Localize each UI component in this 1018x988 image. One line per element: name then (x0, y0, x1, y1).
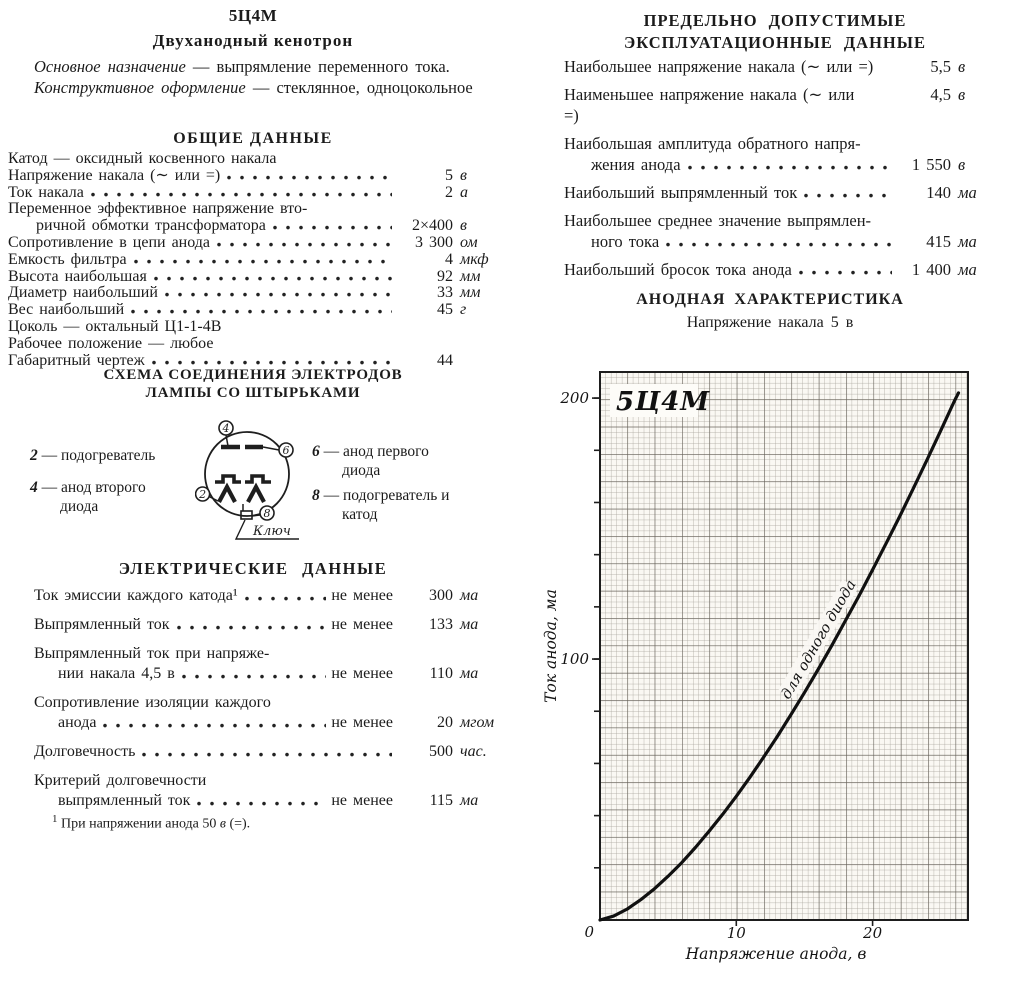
dot-leader (217, 237, 392, 250)
purpose-lead: Основное назначение (34, 57, 186, 76)
purpose-paragraph (8, 56, 500, 77)
y-axis-label: Ток анода, ма (542, 589, 560, 703)
spec-value: 110 (429, 665, 453, 682)
pin-4-number: 4 (222, 422, 230, 435)
spec-row: Критерий долговечности выпрямленный ток не менее 115 ма (8, 771, 500, 811)
electrical-data-heading: ЭЛЕКТРИЧЕСКИЕ ДАННЫЕ (118, 559, 388, 578)
spec-qualifier: не менее (331, 792, 393, 809)
dot-leader (688, 160, 892, 173)
spec-unit: в (958, 85, 966, 104)
spec-label: Напряжение накала (∼ или =) (8, 166, 221, 184)
spec-row: Наибольшее среднее значение выпрямлен- ного тока 415 ма (564, 210, 988, 252)
pinout-diagram (195, 418, 310, 550)
dot-leader (177, 620, 327, 633)
spec-row (8, 615, 500, 635)
gap-filler (882, 111, 892, 124)
heater-right (248, 487, 264, 502)
anode-chart-svg (536, 338, 1018, 986)
spec-label: Катод — оксидный косвенного накала (8, 150, 277, 167)
heater-left (219, 487, 235, 502)
pin-8-number: 8 (263, 507, 271, 520)
spec-label: Цоколь — октальный Ц1-1-4В (8, 317, 222, 335)
spec-row (8, 269, 500, 286)
spec-value: 44 (437, 351, 453, 369)
spec-value: 5 (445, 166, 453, 184)
pinout-heading: СХЕМА СОЕДИНЕНИЯ ЭЛЕКТРОДОВ ЛАМПЫ СО ШТЫРЬКАМИ (103, 367, 403, 401)
pin-6-number: 6 (282, 444, 290, 457)
design-text: — стеклянное, одноцокольное (245, 78, 473, 97)
pin8-lead (252, 515, 260, 516)
limits-heading: ПРЕДЕЛЬНО ДОПУСТИМЫЕ ЭКСПЛУАТАЦИОННЫЕ ДАННЫЕ (624, 11, 926, 52)
design-paragraph (8, 77, 500, 98)
spec-row (8, 185, 500, 202)
spec-value: 2 (445, 183, 453, 201)
spec-label: выпрямленный ток (58, 792, 191, 809)
svg-text:10: 10 (726, 924, 746, 942)
dot-leader (666, 237, 892, 250)
svg-text:для одного диода: для одного диода (778, 577, 860, 703)
spec-label: Емкость фильтра (8, 250, 127, 268)
spec-label: Наибольший бросок тока анода (564, 260, 792, 279)
legend-pin-8: 8 — подогреватель и катод (312, 487, 450, 523)
pin-2-number: 2 (199, 488, 207, 501)
spec-unit: в (958, 155, 966, 174)
spec-row (8, 168, 500, 185)
dot-leader (142, 747, 392, 760)
general-data-heading: ОБЩИЕ ДАННЫЕ (173, 130, 333, 147)
spec-value: 133 (429, 616, 453, 633)
gap-filler (880, 62, 892, 75)
dot-leader (134, 254, 392, 267)
spec-row: Наибольшая амплитуда обратного напря- жения анода 1 550 в (564, 133, 988, 175)
spec-label: Выпрямленный ток (34, 616, 170, 633)
spec-row (8, 151, 500, 168)
spec-unit: ма (460, 792, 479, 809)
legend-pin-2: 2 — подогреватель (30, 447, 156, 464)
dot-leader (227, 170, 392, 183)
spec-unit: мм (460, 267, 481, 285)
cathode-left (215, 476, 241, 482)
key-label: Ключ (253, 524, 291, 539)
spec-value: 115 (429, 792, 453, 809)
spec-qualifier: не менее (331, 665, 393, 682)
spec-label: Наибольший выпрямленный ток (564, 183, 798, 202)
spec-value: 45 (437, 301, 453, 319)
svg-text:100: 100 (560, 650, 589, 669)
spec-label: нии накала 4,5 в (58, 665, 175, 682)
dot-leader (131, 304, 392, 317)
spec-unit: г (460, 301, 467, 319)
spec-label: Ток эмиссии каждого катода¹ (34, 587, 238, 604)
spec-label: ного тока (591, 232, 660, 251)
spec-value: 33 (437, 284, 453, 302)
spec-unit: ма (958, 183, 977, 202)
spec-value: 3 300 (415, 233, 453, 251)
spec-label: Ток накала (8, 183, 84, 201)
dot-leader (799, 265, 892, 278)
spec-unit: мкф (460, 250, 489, 268)
general-data-list (8, 151, 500, 369)
spec-unit: а (460, 183, 468, 201)
spec-unit: ма (958, 232, 977, 251)
spec-qualifier: не менее (331, 587, 393, 604)
tube-subtitle: Двуханодный кенотрон (152, 31, 354, 50)
spec-value: 4,5 (930, 85, 952, 104)
design-lead: Конструктивное оформление (34, 78, 246, 97)
dot-leader (154, 270, 392, 283)
dot-leader (245, 591, 327, 604)
spec-row: Выпрямленный ток при напряже- нии накала 4,5 в не менее 110 ма (8, 644, 500, 684)
spec-row (8, 285, 500, 302)
svg-text:200: 200 (560, 389, 589, 408)
spec-row: Переменное эффективное напряжение вто- ричной обмотки трансформатора 2×400 в (8, 201, 500, 235)
spec-label: Габаритный чертеж (8, 351, 145, 369)
spec-row (8, 252, 500, 269)
spec-value: 1 400 (911, 260, 951, 279)
spec-value: 5,5 (930, 57, 951, 76)
spec-label: жения анода (591, 155, 681, 174)
spec-row (564, 182, 988, 203)
spec-unit: ма (460, 616, 479, 633)
spec-row (8, 586, 500, 606)
electrical-data-list (8, 586, 500, 820)
spec-unit: мм (460, 284, 481, 302)
limits-list (564, 56, 988, 287)
svg-text:20: 20 (863, 924, 883, 942)
spec-row: Сопротивление изоляции каждого анода не менее 20 мгом (8, 693, 500, 733)
spec-row (564, 84, 988, 126)
type-code-title: 5Ц4М (228, 6, 278, 25)
spec-unit: в (958, 57, 966, 76)
tube-envelope-circle (205, 432, 289, 516)
dot-leader (91, 186, 392, 199)
spec-label: Долговечность (34, 743, 136, 760)
spec-label: анода (58, 714, 97, 731)
footnote: $^1$ При напряжении анода 50 в (=). (52, 813, 251, 832)
x-axis-label: Напряжение анода, в (685, 945, 867, 963)
dot-leader (165, 287, 392, 300)
chart-type-badge: 5Ц4М (616, 387, 711, 417)
purpose-text: — выпрямление переменного тока. (185, 57, 450, 76)
spec-value: 140 (926, 183, 951, 202)
pin6-lead (263, 447, 279, 450)
chart-title: АНОДНАЯ ХАРАКТЕРИСТИКА (636, 291, 904, 308)
dot-leader (804, 188, 892, 201)
spec-unit: ма (958, 260, 977, 279)
spec-label: Наименьшее напряжение накала (∼ или =) (564, 85, 855, 125)
spec-unit: в (460, 166, 467, 184)
footnote-marker: 1 (52, 813, 58, 825)
dot-leader (273, 220, 392, 233)
spec-label: Вес наибольший (8, 301, 125, 319)
spec-value: 415 (926, 232, 951, 251)
spec-row (8, 235, 500, 252)
spec-row (8, 742, 500, 762)
spec-row (564, 259, 988, 280)
dot-leader (197, 796, 326, 809)
spec-label: Высота наибольшая (8, 267, 147, 285)
spec-label: Сопротивление в цепи анода (8, 233, 211, 251)
intro-paragraphs (8, 56, 500, 98)
spec-label: Диаметр наибольший (8, 284, 158, 302)
spec-value: 4 (445, 250, 453, 268)
spec-unit: ма (460, 587, 479, 604)
spec-label: ричной обмотки трансформатора (36, 217, 266, 235)
spec-row (8, 302, 500, 319)
legend-pin-4: 4 — анод второго диода (30, 479, 146, 515)
chart-subtitle: Напряжение накала 5 в (686, 314, 854, 331)
spec-label: Рабочее положение — любое (8, 334, 214, 352)
spec-value: 1 550 (911, 155, 951, 174)
spec-row (8, 336, 500, 353)
spec-unit: в (460, 217, 467, 235)
spec-unit: мгом (460, 714, 495, 731)
spec-unit: час. (460, 743, 487, 760)
spec-value: 300 (429, 587, 453, 604)
spec-qualifier: не менее (331, 616, 393, 633)
spec-qualifier: не менее (331, 714, 393, 731)
spec-value: 92 (437, 267, 453, 285)
legend-pin-6: 6 — анод первого диода (312, 443, 429, 479)
spec-unit: ма (460, 665, 479, 682)
dot-leader (182, 669, 327, 682)
spec-unit: ом (460, 233, 478, 251)
spec-row (564, 56, 988, 77)
svg-text:0: 0 (584, 923, 594, 941)
cathode-right (245, 476, 271, 482)
spec-value: 500 (429, 743, 453, 760)
anode-characteristic-chart (536, 338, 1018, 986)
spec-row (8, 319, 500, 336)
spec-label: Наибольшее напряжение накала (∼ или =) (564, 57, 874, 76)
grid-major (600, 372, 968, 920)
dot-leader (103, 718, 326, 731)
spec-value: 20 (437, 714, 453, 731)
spec-value: 2×400 (411, 217, 453, 235)
